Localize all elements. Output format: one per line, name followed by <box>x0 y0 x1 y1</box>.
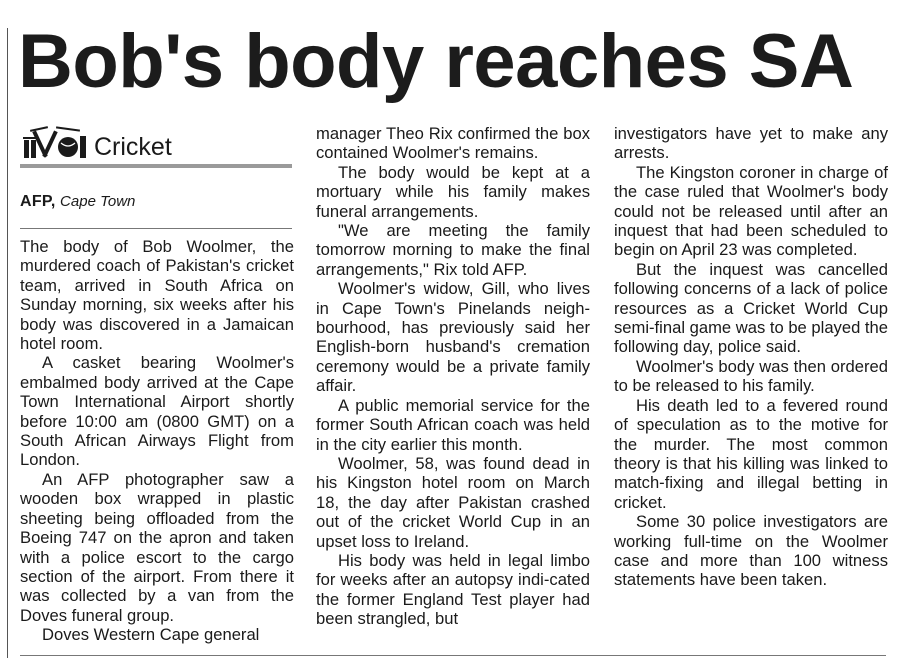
headline: Bob's body reaches SA <box>18 19 854 104</box>
byline-rule <box>20 228 292 229</box>
bottom-rule <box>20 655 886 656</box>
paragraph: The body of Bob Woolmer, the murdered coach of Pakistan's cricket team, arrived in South Africa on Sunday morning, six weeks after his body was discovered in a Jamaican hotel room. <box>20 237 294 354</box>
byline-place: Cape Town <box>60 193 136 210</box>
section-label: Cricket <box>94 133 172 161</box>
paragraph: The Kingston coroner in charge of the case ruled that Woolmer's body could not be released until after an inquest that had been scheduled to begin on April 23 was completed. <box>614 162 888 260</box>
cricket-logo-icon <box>20 126 90 160</box>
paragraph: Doves Western Cape general <box>42 625 260 645</box>
paragraph: The body would be kept at a mortuary while his family makes funeral arrangements. <box>316 162 590 221</box>
section-rule <box>20 164 292 168</box>
byline-agency: AFP, <box>20 193 56 210</box>
byline <box>20 192 294 211</box>
paragraph: A casket bearing Woolmer's embalmed body arrived at the Cape Town International Airport shortly before 10:00 am (0800 GMT) on a South African Airways Flight from London. <box>20 353 294 470</box>
column-2 <box>316 124 590 629</box>
column-3 <box>614 124 888 590</box>
paragraph: Woolmer, 58, was found dead in his Kingston hotel room on March 18, the day after Pakistan crashed out of the cricket World Cup in an upset loss to Ireland. <box>316 453 590 551</box>
paragraph: Woolmer's body was then ordered to be released to his family. <box>614 356 888 396</box>
paragraph: Woolmer's widow, Gill, who lives in Cape Town's Pinelands neigh-bourhood, has previously said her English-born husband's cremation ceremony would be a private family affair. <box>316 279 590 396</box>
section-header <box>20 124 294 164</box>
column-1 <box>20 124 294 645</box>
paragraph: His death led to a fevered round of speculation as to the motive for the murder. The most common theory is that his killing was linked to match-fixing and illegal betting in cricket. <box>614 395 888 512</box>
paragraph: manager Theo Rix confirmed the box contained Woolmer's remains. <box>316 124 590 163</box>
paragraph: A public memorial service for the former South African coach was held in the city earlier this month. <box>316 395 590 454</box>
paragraph: investigators have yet to make any arrests. <box>614 124 888 163</box>
paragraph: His body was held in legal limbo for weeks after an autopsy indi-cated the former England Test player had been strangled, but <box>316 550 590 629</box>
left-column-rule <box>7 28 8 658</box>
paragraph: Some 30 police investigators are working full-time on the Woolmer case and more than 100 witness statements have been taken. <box>614 512 888 590</box>
paragraph: But the inquest was cancelled following concerns of a lack of police resources as a Cricket World Cup semi-final game was to be played the following day, police said. <box>614 259 888 357</box>
paragraph: "We are meeting the family tomorrow morning to make the final arrangements," Rix told AFP. <box>316 221 590 279</box>
paragraph: An AFP photographer saw a wooden box wrapped in plastic sheeting being offloaded from the Boeing 747 on the apron and taken with a police escort to the cargo section of the airport. From there it was collected by a van from the Doves funeral group. <box>20 469 294 625</box>
